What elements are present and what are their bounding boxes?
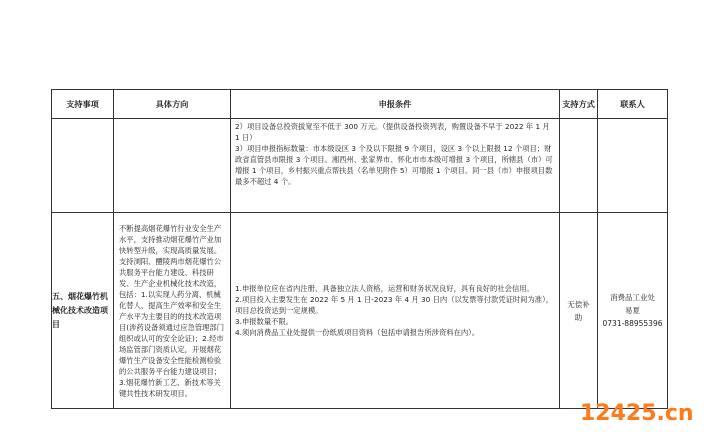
cell-direction — [114, 119, 231, 213]
cell-support-item: 五、烟花爆竹机械化技术改造项目 — [52, 213, 114, 409]
site-watermark: 12425.cn — [580, 401, 694, 426]
cell-conditions — [231, 119, 560, 213]
cell-contact — [598, 213, 668, 409]
header-direction: 具体方向 — [114, 90, 231, 119]
header-conditions: 申报条件 — [231, 90, 560, 119]
condition-item: 2）项目设备总投资拔宽至不低于 300 万元。（提供设备投资列表，购置设备不早于 2022 年 1 月 1 日） — [235, 122, 550, 142]
contact-office: 消费品工业处 — [610, 293, 655, 302]
condition-item: 1.申报单位应在省内注册、具备独立法人资格，运营和财务状况良好，具有良好的社会信用。 — [235, 284, 534, 293]
cell-direction — [114, 213, 231, 409]
table-header-row — [52, 90, 668, 119]
condition-item: 4.须向消费品工业处提供一份纸质项目资料（包括申请报告所涉资料在内）。 — [235, 328, 480, 337]
header-support-mode: 支持方式 — [560, 90, 598, 119]
direction-text: 不断提高烟花爆竹行业安全生产水平，支持推动烟花爆竹产业加快转型升级，实现高质量发展。支持浏阳、醴陵两市烟花爆竹公共服务平台能力建设、科技研发、生产企业机械化技术改造，包括：1.以实现人药分离、机械化替人、提高生产效率和安全生产水平为主要目的的技术改造项目(涉药设备须通过应急管理部门组织或认可的安全论证)；2.经市场监管部门资质认定，开展烟花爆竹生产设备安全性能检测检验的公共服务平台能力建设项目；3.烟花爆竹新工艺、新技术等关键共性技术研发项目。 — [119, 223, 225, 398]
cell-support-item — [52, 119, 114, 213]
cell-conditions — [231, 213, 560, 409]
header-contact: 联系人 — [598, 90, 668, 119]
policy-table — [51, 89, 668, 409]
cell-support-mode: 无偿补助 — [560, 213, 598, 409]
cell-support-mode — [560, 119, 598, 213]
table-row — [52, 119, 668, 213]
condition-item: 2.项目投入主要发生在 2022 年 5 月 1 日-2023 年 4 月 30 日内（以发票等付款凭证时间为准），项目总投资达到一定规模。 — [235, 295, 554, 315]
contact-person: 易夏 — [625, 306, 640, 315]
condition-item: 3.申报数量不限。 — [235, 317, 294, 326]
table-row — [52, 213, 668, 409]
header-support-item: 支持事项 — [52, 90, 114, 119]
condition-item: 3）项目申报指标数量：市本级设区 3 个及以下限报 9 个项目，设区 3 个以上限报 12 个项目；财政省直管县市限报 3 个项目。湘西州、张家界市、怀化市市本级可增报 3 个项目，所辖县（市）可增报 1 个项目，乡村振兴重点帮扶县（名单见附件 5）可增报 1 个项目。同一县（市）申报项目数最多不超过 4 个。 — [235, 144, 553, 186]
cell-contact — [598, 119, 668, 213]
contact-phone: 0731-88955396 — [602, 319, 663, 328]
